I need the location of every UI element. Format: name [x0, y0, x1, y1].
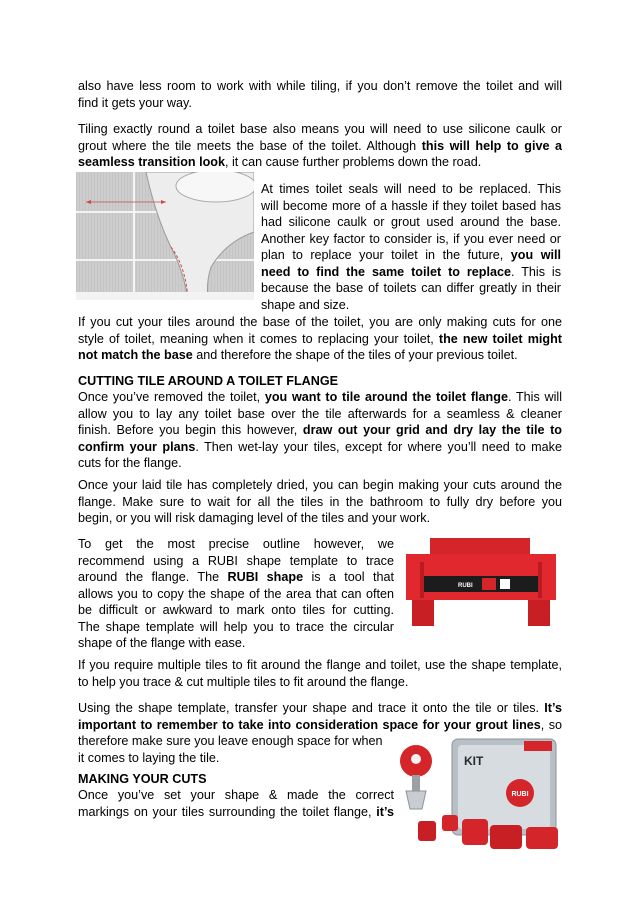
p8-line-2: to help you trace & cut multiple tiles to fit around the flange. [78, 674, 409, 689]
p10-line-1: Once you’ve set your shape & made the correct [78, 788, 394, 802]
p3-line-4: Another key factor to consider is, if you ever need or [261, 231, 561, 246]
paragraph-4 [78, 314, 562, 364]
paragraph-10 [78, 787, 394, 820]
p7-line-5: be difficult or awkward to mark onto tiles for cutting. [78, 603, 394, 617]
p3-line-3: had silicone caulk or grout used around the base. [261, 215, 561, 229]
kit-word-label: KIT [464, 754, 484, 768]
p6-line-2: flange. Make sure to wait for all the tiles in the bathroom to fully dry before you [78, 494, 562, 509]
toilet-base-illustration [76, 172, 254, 300]
p3-line-5: plan to replace your toilet in the future, you will [261, 248, 561, 262]
p7-line-7: shape of the flange with ease. [78, 636, 246, 650]
paragraph-6 [78, 477, 562, 527]
p8-line-1: If you require multiple tiles to fit around the flange and toilet, use the shape template, [78, 658, 562, 672]
p5-line-5: cuts for the flange. [78, 456, 182, 470]
p6-line-1: Once your laid tile has completely dried, you can begin making your cuts around the [78, 478, 562, 492]
paragraph-7 [78, 536, 394, 652]
p7-line-3: around the flange. The RUBI shape is a tool that [78, 570, 394, 584]
paragraph-8 [78, 657, 562, 690]
p4-line-2: style of toilet, meaning when it comes to replacing your toilet, the new toilet might [78, 331, 562, 346]
paragraph-1 [78, 78, 562, 111]
heading-making-cuts: MAKING YOUR CUTS [78, 772, 207, 786]
template-brand-label: RUBI [458, 583, 473, 589]
p3-line-7: because the base of toilets can differ greatly in their [261, 281, 561, 295]
rubi-drill-kit-image [398, 735, 564, 853]
p3-line-6: need to find the same toilet to replace. This is [261, 264, 562, 279]
p9-line-3: therefore make sure you leave enough space for when [78, 734, 383, 748]
p2-line-2: grout where the tile meets the base of the toilet. Although this will help to give a [78, 138, 562, 153]
p5-line-1: Once you’ve removed the toilet, you want to tile around the toilet flange. This will [78, 390, 562, 404]
p9-line-1: Using the shape template, transfer your shape and trace it onto the tile or tiles. It’s [78, 701, 562, 715]
heading-cutting-tile: CUTTING TILE AROUND A TOILET FLANGE [78, 374, 339, 388]
p2-line-3: seamless transition look, it can cause further problems down the road. [78, 155, 482, 169]
p9-line-2: important to remember to take into consideration space for your grout lines, so [78, 717, 562, 732]
kit-brand-label: RUBI [511, 791, 529, 798]
p5-line-2: allow you to lay any toilet base over the tile afterwards for a seamless & cleaner [78, 406, 562, 421]
p4-line-1: If you cut your tiles around the base of the toilet, you are only making cuts for one [78, 315, 562, 329]
p6-line-3: begin, or you will risk damaging level of the tiles and your work. [78, 511, 431, 525]
p7-line-2: recommend using a RUBI shape template to trace [78, 553, 394, 568]
p7-line-1: To get the most precise outline however, we [78, 537, 394, 551]
p5-line-3: finish. Before you begin this however, draw out your grid and dry lay the tile to [78, 423, 562, 437]
p2-line-1: Tiling exactly round a toilet base also means you will need to use silicone caulk or [78, 122, 562, 136]
p7-line-6: The shape template will help you to trace the circular [78, 619, 394, 634]
paragraph-5 [78, 389, 562, 472]
p1-line-2: find it gets your way. [78, 95, 192, 110]
p9-line-4: it comes to laying the tile. [78, 750, 220, 765]
p3-line-1: At times toilet seals will need to be replaced. This [261, 182, 561, 196]
paragraph-2 [78, 121, 562, 171]
p3-line-8: shape and size. [261, 297, 350, 312]
p5-line-4: confirm your plans. Then wet-lay your tiles, except for where you’ll need to make [78, 439, 562, 454]
shape-template-illustration [400, 532, 562, 630]
p7-line-4: allows you to copy the shape of the area that can often [78, 586, 394, 601]
paragraph-3 [261, 181, 561, 313]
p3-line-2: will become more of a hassle if they toilet based has [261, 198, 561, 213]
p10-line-2: markings on your tiles surrounding the toilet flange, it’s [78, 804, 394, 819]
drill-kit-illustration [398, 735, 564, 853]
rubi-shape-template-image [400, 532, 562, 630]
p4-line-3: not match the base and therefore the shape of the tiles of your previous toilet. [78, 348, 518, 362]
toilet-base-tile-image [76, 172, 254, 300]
p1-line-1: also have less room to work with while tiling, if you don’t remove the toilet and will [78, 79, 562, 93]
